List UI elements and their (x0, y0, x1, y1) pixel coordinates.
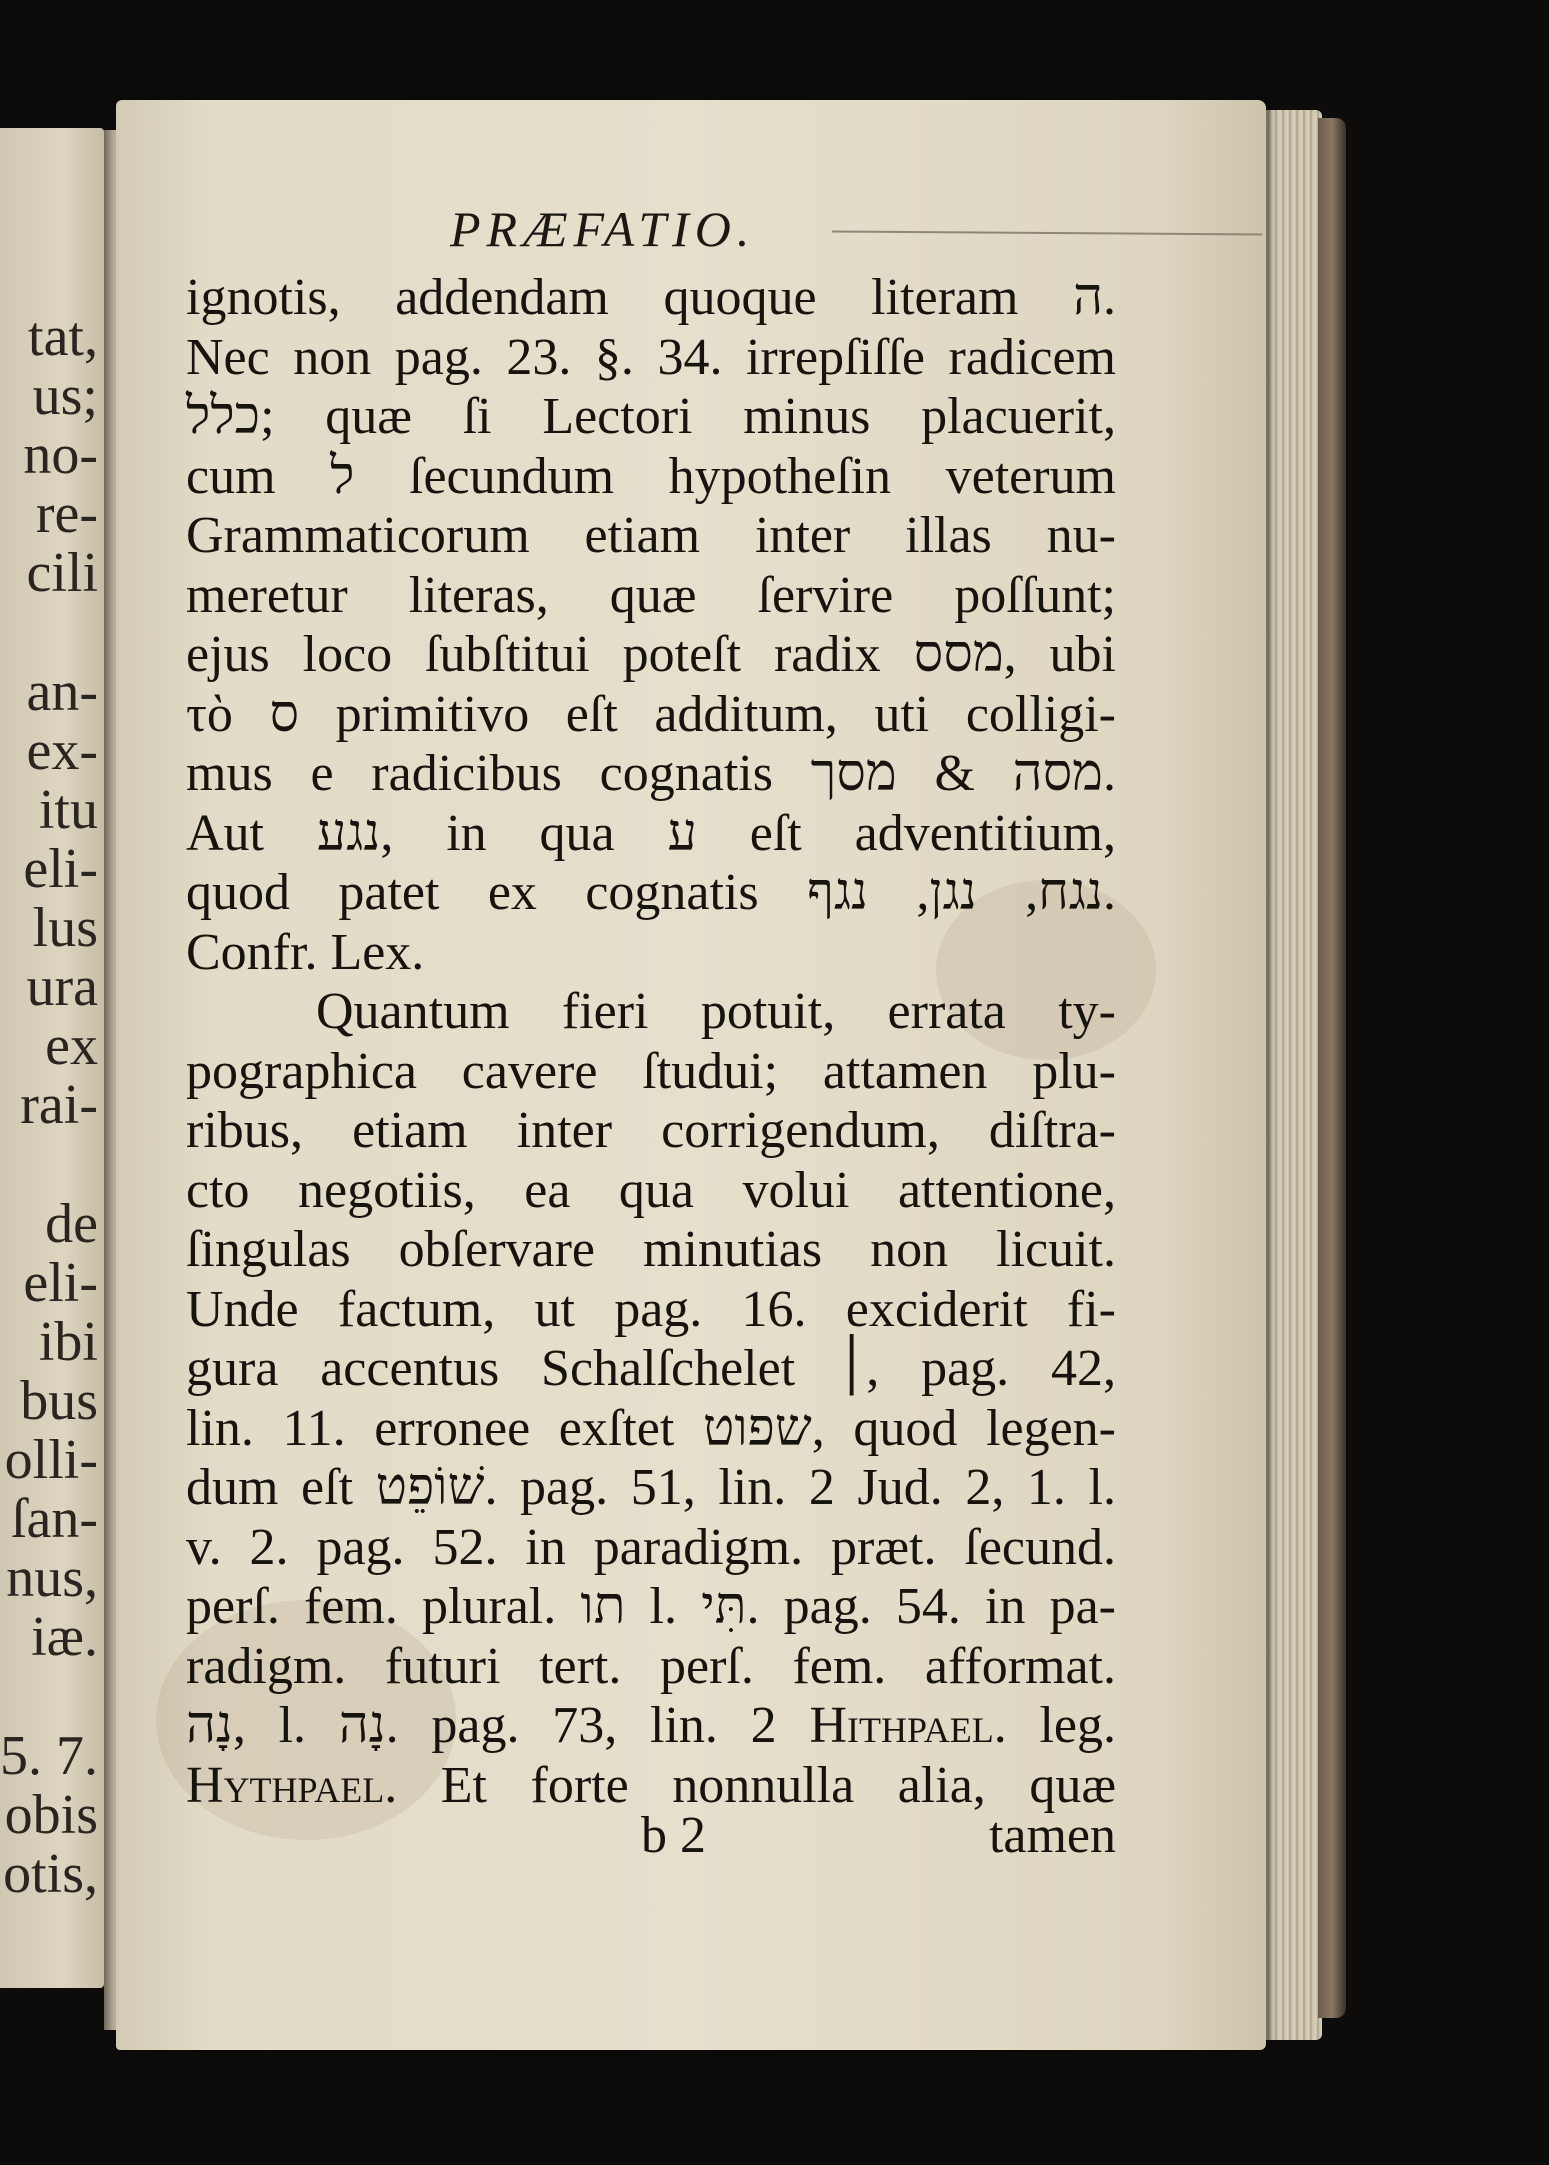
text-line: cto negotiis, ea qua volui attentione, (186, 1161, 1116, 1219)
page-edges (1264, 110, 1322, 2040)
page-footer (186, 1806, 1116, 1866)
left-fragment: otis, (3, 1843, 98, 1905)
left-fragment: no- (23, 424, 98, 486)
text-line: Quantum fieri potuit, errata ty- (316, 983, 1116, 1040)
body-text (186, 268, 1116, 1815)
left-fragment: obis (4, 1784, 98, 1846)
left-fragment: itu (38, 779, 98, 841)
left-fragment: iæ. (31, 1606, 98, 1668)
left-fragment-gap (0, 1135, 98, 1195)
text-line: τὸ ס primitivo eſt additum, uti colligi- (186, 685, 1116, 743)
text-line: ignotis, addendam quoque literam ה. (186, 269, 1116, 326)
text-line: perſ. fem. plural. תו l. תִּי. pag. 54. in pa- (186, 1578, 1116, 1635)
text-leg: leg. (1039, 1697, 1117, 1754)
text-line-segment: נָה, l. נָה. pag. 73, lin. 2 (186, 1697, 777, 1754)
text-line: Grammaticorum etiam inter illas nu- (186, 507, 1116, 564)
smallcaps-hithpael: Hithpael. (809, 1697, 1007, 1754)
signature-mark: b 2 (641, 1807, 706, 1864)
text-line: dum eſt שׁוֹפֵט. pag. 51, lin. 2 Jud. 2, 1. l. (186, 1459, 1116, 1516)
left-fragment: bus (20, 1370, 98, 1432)
text-line: ſingulas obſervare minutias non licuit. (186, 1221, 1116, 1278)
left-facing-page (0, 128, 104, 1988)
running-head: PRÆFATIO. (450, 201, 756, 257)
left-fragment: de (45, 1193, 98, 1255)
left-fragment: eli- (23, 838, 98, 900)
left-fragment: rai- (20, 1074, 98, 1136)
left-fragment: ex- (26, 720, 98, 782)
left-fragment: ſan- (10, 1488, 98, 1550)
text-line: Nec non pag. 23. §. 34. irrepſiſſe radicem (186, 328, 1116, 386)
text-line-with-smallcaps (186, 1696, 1116, 1756)
text-line: ejus loco ſubſtitui poteſt radix מסס, ubi (186, 626, 1116, 683)
left-fragment: an- (26, 661, 98, 723)
left-fragment: eli- (23, 1252, 98, 1314)
left-fragment: nus, (6, 1547, 98, 1609)
smallcaps-hythpael: Hythpael. (186, 1756, 398, 1814)
text-line: mus e radicibus cognatis מסה & מסך. (186, 745, 1116, 802)
left-fragment-gap (0, 603, 98, 663)
left-fragment: re- (35, 483, 98, 545)
left-fragment-gap (0, 1667, 98, 1727)
text-line: meretur literas, quæ ſervire poſſunt; (186, 566, 1116, 624)
left-fragment: olli- (4, 1429, 98, 1491)
left-fragment: ibi (38, 1311, 98, 1373)
text-line: gura accentus Schalſchelet ׀, pag. 42, (186, 1340, 1116, 1397)
left-fragment: lus (32, 897, 98, 959)
text-line: lin. 11. erronee exſtet שפוט, quod legen- (186, 1399, 1116, 1457)
left-page-text-fragments (0, 308, 98, 1904)
left-fragment: ura (26, 956, 98, 1018)
text-line: ribus, etiam inter corrigendum, diſtra- (186, 1102, 1116, 1159)
text-line: Unde factum, ut pag. 16. exciderit fi- (186, 1280, 1116, 1338)
book-cover-edge (1318, 118, 1346, 2018)
left-fragment: us; (32, 365, 98, 427)
text-line: Confr. Lex. (186, 923, 425, 981)
text-line: v. 2. pag. 52. in paradigm. præt. ſecund. (186, 1518, 1116, 1576)
text-line: pographica cavere ſtudui; attamen plu- (186, 1042, 1116, 1100)
left-fragment: cili (26, 542, 98, 604)
left-fragment: 5. 7. (0, 1725, 98, 1787)
catchword: tamen (988, 1807, 1116, 1864)
left-fragment: tat, (28, 306, 98, 368)
text-line: כלל; quæ ſi Lectori minus placuerit, (186, 388, 1116, 445)
text-line-segment: Et forte nonnulla alia, quæ (440, 1756, 1117, 1814)
text-line: radigm. futuri tert. perſ. fem. afformat. (186, 1637, 1116, 1695)
left-fragment: ex (45, 1015, 98, 1077)
text-line: cum ל ſecundum hypotheſin veterum (186, 447, 1116, 505)
text-line: quod patet ex cognatis נגח, נגן, נגף. (186, 864, 1116, 921)
text-line: Aut נגע, in qua ע eſt adventitium, (186, 804, 1117, 862)
